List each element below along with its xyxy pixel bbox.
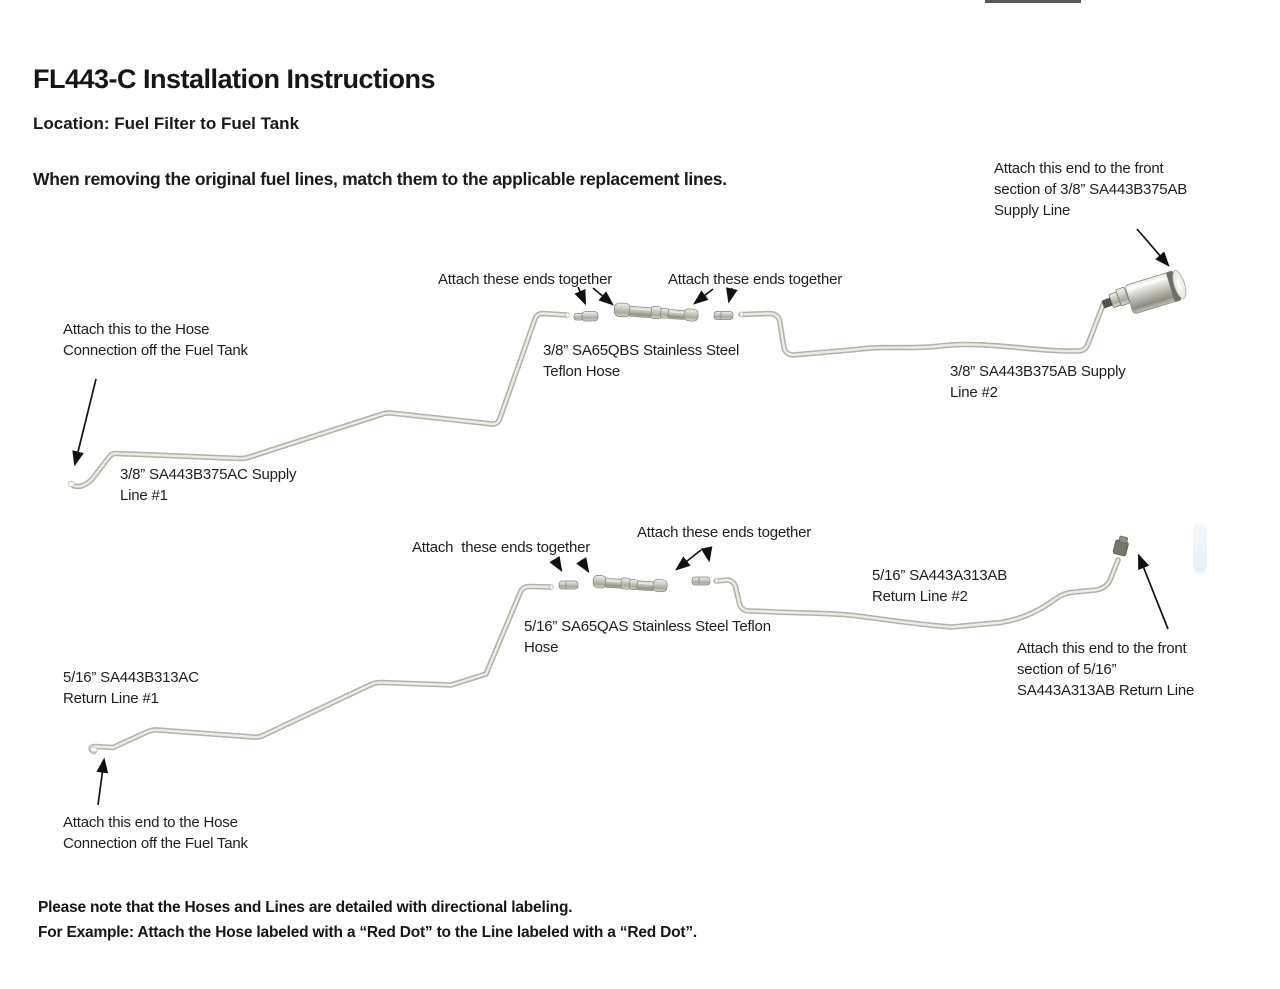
arrow-return-tank bbox=[98, 760, 104, 805]
page-title: FL443-C Installation Instructions bbox=[33, 64, 436, 94]
fuel-filter-inlet-nut bbox=[1100, 287, 1130, 312]
callout-attach-front-return: Attach this end to the front section of 5/16” SA443A313AB Return Line bbox=[1017, 640, 1195, 699]
callout-attach-ends-supply-left: Attach these ends together bbox=[438, 271, 613, 288]
return-fitting-right bbox=[692, 577, 710, 585]
intro-text: When removing the original fuel lines, match them to the applicable replacement lines. bbox=[33, 169, 727, 189]
label-supply-line-1: 3/8” SA443B375AC Supply Line #1 bbox=[120, 466, 297, 504]
arrow-supply-tank bbox=[75, 379, 96, 464]
return-line-2-end-fitting bbox=[1113, 535, 1130, 556]
callout-attach-ends-return-left: Attach these ends together bbox=[412, 539, 591, 556]
return-line-1-tank-end bbox=[91, 747, 97, 752]
label-supply-line-2: 3/8” SA443B375AB Supply Line #2 bbox=[950, 363, 1126, 401]
fuel-filter-body bbox=[1125, 268, 1189, 315]
arrow-return-join2-left bbox=[677, 550, 701, 569]
callout-attach-ends-supply-right: Attach these ends together bbox=[668, 271, 843, 288]
label-return-line-1: 5/16” SA443B313AC Return Line #1 bbox=[63, 669, 199, 707]
callout-attach-front-supply: Attach this end to the front section of 3/8” SA443B375AB Supply Line bbox=[994, 160, 1188, 219]
location-subtitle: Location: Fuel Filter to Fuel Tank bbox=[33, 114, 300, 133]
arrow-return-join1-left bbox=[555, 560, 561, 570]
callout-attach-ends-return-right: Attach these ends together bbox=[637, 524, 812, 541]
label-return-hose: 5/16” SA65QAS Stainless Steel Teflon Hose bbox=[524, 618, 771, 656]
supply-line-2 bbox=[740, 301, 1109, 356]
directional-labeling-note: Please note that the Hoses and Lines are detailed with directional labeling. For Example: Attach the Hose labeled with a “Red Dot” to the Line labeled with a “Red Dot”. bbox=[38, 899, 698, 941]
return-fitting-left bbox=[559, 581, 578, 589]
callout-attach-tank-return: Attach this end to the Hose Connection off the Fuel Tank bbox=[63, 814, 248, 852]
arrow-supply-join1-right bbox=[593, 288, 612, 304]
scan-smudge-artifact bbox=[1193, 523, 1207, 573]
arrow-return-join1-right bbox=[581, 560, 588, 571]
fuel-filter bbox=[1100, 268, 1189, 315]
supply-fitting-left bbox=[574, 312, 598, 322]
arrow-return-front bbox=[1139, 556, 1168, 629]
arrow-return-join2-right bbox=[707, 550, 709, 560]
label-return-line-2: 5/16” SA443A313AB Return Line #2 bbox=[872, 567, 1008, 605]
arrow-supply-join2-left bbox=[695, 289, 713, 303]
supply-teflon-hose bbox=[614, 303, 699, 322]
label-supply-hose: 3/8” SA65QBS Stainless Steel Teflon Hose bbox=[543, 342, 740, 380]
supply-line-1-tank-end bbox=[68, 481, 75, 486]
supply-fitting-right bbox=[714, 312, 733, 320]
return-teflon-hose bbox=[593, 575, 668, 592]
callout-attach-tank-supply: Attach this to the Hose Connection off the Fuel Tank bbox=[63, 321, 248, 359]
arrow-filter-end bbox=[1137, 229, 1168, 265]
